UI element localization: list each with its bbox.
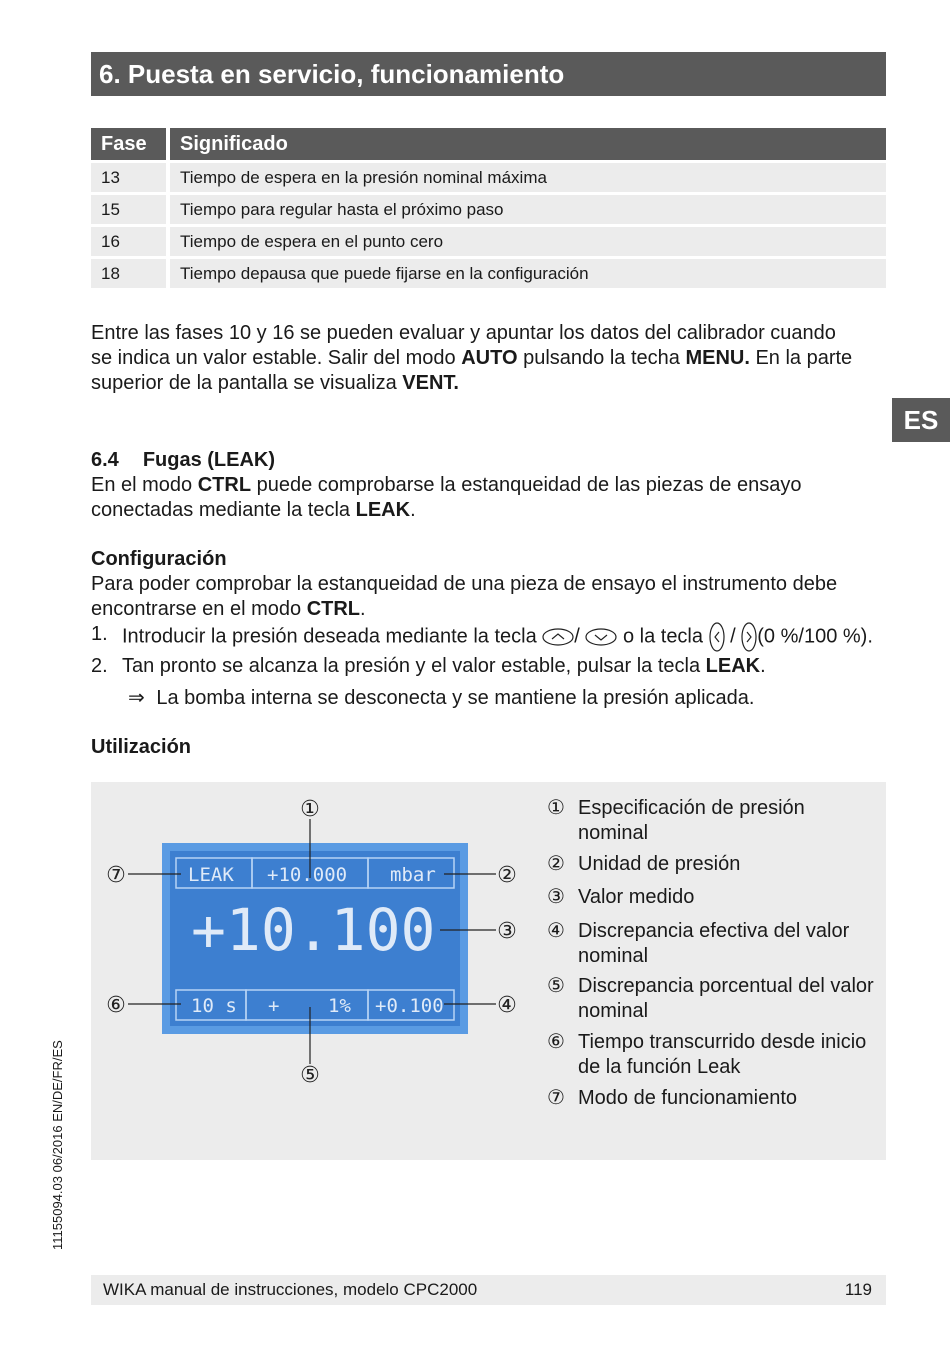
legend-text	[578, 919, 849, 969]
legend-number: ⑤	[547, 975, 565, 997]
text: o la tecla	[622, 625, 704, 648]
subsection-heading	[91, 448, 801, 473]
callout-6: ⑥	[106, 993, 126, 1018]
meaning-cell: Tiempo de espera en la presión nominal máxima	[170, 163, 886, 192]
phase-cell: 15	[91, 195, 170, 224]
legend-line: de la función Leak	[578, 1056, 741, 1078]
text: (0 %/100 %).	[757, 625, 873, 648]
intro-line-1: Entre las fases 10 y 16 se pueden evaluar y apuntar los datos del calibrador cuando	[91, 322, 836, 344]
legend-line: Tiempo transcurrido desde inicio	[578, 1031, 867, 1053]
legend-text: Valor medido	[578, 886, 695, 908]
legend-line: nominal	[578, 945, 649, 967]
config-line-1: Para poder comprobar la estanqueidad de una pieza de ensayo el instrumento debe	[91, 573, 838, 595]
table-row	[91, 163, 886, 192]
step-2-body	[122, 654, 766, 679]
col-header-fase: Fase	[91, 128, 170, 160]
up-key-icon	[542, 627, 574, 647]
legend-number: ②	[547, 853, 565, 875]
text: En el modo	[91, 474, 198, 496]
config-line-2	[91, 597, 837, 622]
leak-line-2	[91, 498, 801, 523]
legend-line: Discrepancia efectiva del valor	[578, 920, 850, 942]
legend-line: Especificación de presión	[578, 797, 805, 819]
callout-1: ①	[300, 797, 320, 822]
display-setpoint: +10.000	[267, 864, 348, 886]
callout-5: ⑤	[300, 1063, 320, 1088]
text: /	[730, 625, 736, 648]
legend-number: ③	[547, 886, 565, 908]
text: encontrarse en el modo	[91, 598, 307, 620]
vent-keyword: VENT.	[402, 372, 459, 394]
result-arrow-icon: ⇒	[128, 687, 145, 709]
legend-text: Modo de funcionamiento	[578, 1087, 798, 1109]
display-percent: 1%	[328, 995, 351, 1017]
text: se indica un valor estable. Salir del modo	[91, 347, 462, 369]
text: pulsando la techa	[517, 347, 686, 369]
display-deviation: +0.100	[375, 995, 444, 1017]
phase-cell: 18	[91, 259, 170, 288]
callout-4: ④	[497, 993, 517, 1018]
auto-keyword: AUTO	[461, 347, 518, 369]
phase-cell: 13	[91, 163, 170, 192]
config-section	[91, 547, 837, 622]
section-title: 6. Puesta en servicio, funcionamiento	[91, 52, 886, 96]
step-1-body	[122, 622, 873, 652]
usage-heading: Utilización	[91, 736, 192, 758]
legend-text	[578, 974, 874, 1024]
text: Tan pronto se alcanza la presión y el valor estable, pulsar la tecla	[122, 655, 706, 677]
text: superior de la pantalla se visualiza	[91, 372, 403, 394]
display-measured: +10.100	[191, 896, 436, 964]
text: .	[410, 499, 416, 521]
legend-text	[578, 1030, 866, 1080]
meaning-cell: Tiempo para regular hasta el próximo paso	[170, 195, 886, 224]
leak-section	[91, 448, 801, 523]
document-code: 11155094.03 06/2016 EN/DE/FR/ES	[50, 1040, 65, 1250]
legend-number: ⑦	[547, 1087, 565, 1109]
text: conectadas mediante la tecla	[91, 499, 356, 521]
result-text: La bomba interna se desconecta y se mantiene la presión aplicada.	[156, 687, 755, 709]
text: .	[360, 598, 366, 620]
text: En la parte	[749, 347, 853, 369]
legend-number: ①	[547, 797, 565, 819]
step-number: 1.	[91, 623, 108, 645]
display-unit: mbar	[390, 864, 436, 886]
right-key-icon	[741, 622, 757, 652]
col-header-significado: Significado	[170, 128, 886, 160]
text: Introducir la presión deseada mediante la tecla	[122, 625, 537, 648]
legend-line: Discrepancia porcentual del valor	[578, 975, 874, 997]
ctrl-keyword: CTRL	[306, 598, 361, 620]
legend-number: ④	[547, 920, 565, 942]
callout-2: ②	[497, 863, 517, 888]
language-tab: ES	[892, 398, 950, 442]
legend-number: ⑥	[547, 1031, 565, 1053]
step-2	[91, 654, 891, 679]
down-key-icon	[585, 627, 617, 647]
text: .	[760, 655, 766, 677]
ctrl-keyword: CTRL	[197, 474, 252, 496]
legend-line: nominal	[578, 1000, 649, 1022]
table-row	[91, 227, 886, 256]
intro-line-2	[91, 346, 852, 371]
display-elapsed: 10 s	[191, 995, 237, 1017]
subsection-title: Fugas (LEAK)	[142, 449, 276, 471]
meaning-cell: Tiempo depausa que puede fijarse en la configuración	[170, 259, 886, 288]
intro-paragraph	[91, 321, 852, 396]
text: puede comprobarse la estanqueidad de las piezas de ensayo	[251, 474, 802, 496]
callout-7: ⑦	[106, 863, 126, 888]
display-diagram	[91, 782, 531, 1160]
step-result	[128, 686, 754, 711]
footer-title: WIKA manual de instrucciones, modelo CPC2000	[103, 1280, 478, 1299]
text: /	[574, 625, 580, 648]
legend-text	[578, 796, 805, 846]
display-mode: LEAK	[188, 864, 234, 886]
menu-keyword: MENU.	[685, 347, 750, 369]
step-1	[91, 622, 891, 647]
legend-text: Unidad de presión	[578, 853, 741, 875]
left-key-icon	[709, 622, 725, 652]
table-row	[91, 259, 886, 288]
display-sign: +	[268, 995, 280, 1017]
intro-line-3	[91, 371, 852, 396]
legend-line: nominal	[578, 822, 649, 844]
subsection-number: 6.4	[91, 449, 119, 471]
config-heading: Configuración	[91, 548, 227, 570]
table-header-row	[91, 128, 886, 160]
step-number: 2.	[91, 655, 108, 677]
phase-cell: 16	[91, 227, 170, 256]
meaning-cell: Tiempo de espera en el punto cero	[170, 227, 886, 256]
table-row	[91, 195, 886, 224]
leak-line-1	[91, 473, 801, 498]
phase-table	[91, 125, 886, 291]
page-footer	[91, 1275, 886, 1305]
leak-keyword: LEAK	[705, 655, 761, 677]
callout-3: ③	[497, 919, 517, 944]
leak-keyword: LEAK	[355, 499, 411, 521]
page-number: 119	[844, 1280, 872, 1299]
